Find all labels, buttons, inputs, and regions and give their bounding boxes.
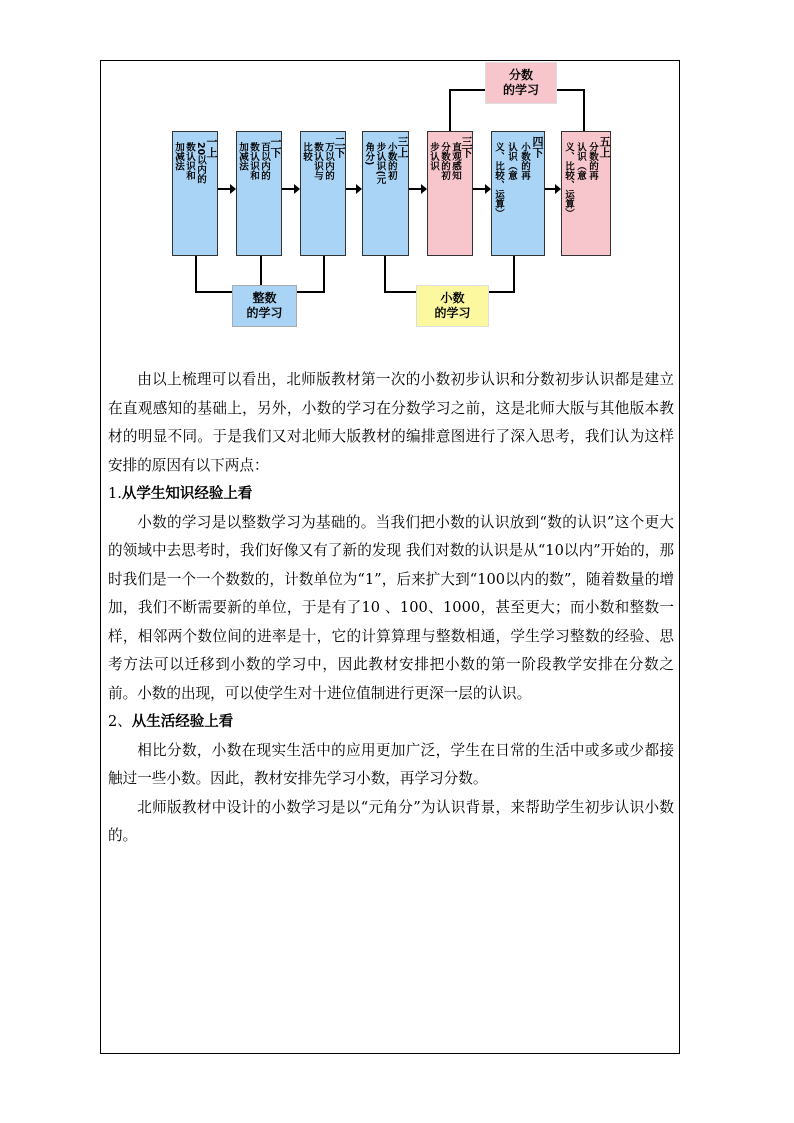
stage-box-7: [561, 131, 611, 256]
stage-1-line2: 数认识和: [184, 142, 195, 180]
body-text: [108, 366, 674, 851]
heading-2-number: 2、: [108, 714, 132, 730]
stage-box-2: [236, 131, 282, 256]
stage-3-line2: 数认识与: [312, 142, 323, 180]
stage-2-line3: 加减法: [237, 142, 248, 171]
stage-box-3: [300, 131, 346, 256]
heading-1-number: 1.: [108, 486, 122, 502]
heading-2: [108, 708, 674, 737]
stage-2-line1: 百以内的: [259, 142, 270, 180]
integer-group-label: 整数 的学习: [246, 291, 283, 320]
stage-box-1: [172, 131, 218, 256]
stage-6-line3: 义、比较、运算）: [493, 142, 504, 218]
stage-7-line2: 认识（意: [575, 142, 586, 180]
integer-group-box: [232, 285, 297, 327]
decimal-group-box: [416, 285, 489, 327]
heading-1: [108, 480, 674, 509]
stage-3-line1: 万以内的: [323, 142, 334, 180]
stage-6-grade: 四下: [531, 136, 544, 158]
stage-7-grade: 五上: [598, 136, 611, 158]
fraction-group-box: [485, 62, 557, 104]
stage-6-line1: 小数的再: [519, 142, 530, 180]
fraction-group-label: 分数 的学习: [502, 68, 539, 97]
stage-2-grade: 一下: [269, 136, 282, 158]
stage-box-6: [491, 131, 545, 256]
paragraph-2: 小数的学习是以整数学习为基础的。当我们把小数的认识放到“数的认识”这个更大的领域中去思考时，我们好像又有了新的发现 我们对数的认识是从“10以内”开始的，那时我们是一个一个数数的，计数单位为“1”，后来扩大到“100以内的数”，随着数量的增加，我们不断需要新的单位，于是有了10 、100、1000，甚至更大；而小数和整数一样，相邻两个数位间的进率是十，它的计算算理与整数相通，学生学习整数的经验、思考方法可以迁移到小数的学习中，因此教材安排把小数的第一阶段教学安排在分数之前。小数的出现，可以使学生对十进位值制进行更深一层的认识。: [108, 513, 674, 702]
stage-4-line2: 步认识(元: [374, 142, 386, 185]
stage-3-grade: 二下: [333, 136, 346, 158]
decimal-group-label: 小数 的学习: [434, 291, 471, 320]
paragraph-4: 北师版教材中设计的小数学习是以“元角分”为认识背景，来帮助学生初步认识小数的。: [108, 798, 674, 844]
stage-1-line3: 加减法: [173, 142, 184, 171]
stage-box-5: [427, 131, 473, 256]
stage-3-line3: 比较: [301, 142, 312, 161]
stage-5-line3: 步认识: [428, 142, 439, 171]
stage-5-grade: 三下: [460, 136, 473, 158]
stage-1-line1: 20以内的: [195, 142, 206, 184]
paragraph-1: 由以上梳理可以看出，北师版教材第一次的小数初步认识和分数初步认识都是建立在直观感知的基础上，另外，小数的学习在分数学习之前，这是北师大版与其他版本教材的明显不同。于是我们又对北师大版教材的编排意图进行了深入思考，我们认为这样安排的原因有以下两点：: [108, 371, 674, 474]
stage-7-line1: 分数的再: [587, 142, 598, 180]
stage-7-line3: 义、比较、运算）: [563, 142, 574, 218]
stage-4-line1: 小数的初: [385, 142, 397, 180]
stage-2-line2: 数认识和: [248, 142, 259, 180]
paragraph-3: 相比分数，小数在现实生活中的应用更加广泛，学生在日常的生活中或多或少都接触过一些小数。因此，教材安排先学习小数，再学习分数。: [108, 741, 674, 787]
stage-1-grade: 一上: [205, 136, 218, 158]
stage-box-4: [362, 131, 409, 256]
stage-4-line3: 角分): [363, 142, 375, 166]
heading-2-text: 从生活经验上看: [131, 714, 234, 730]
stage-6-line2: 认识（意: [506, 142, 517, 180]
stage-5-line1: 直观感知: [450, 142, 461, 180]
stage-4-grade: 三上: [396, 136, 409, 158]
heading-1-text: 从学生知识经验上看: [121, 486, 253, 502]
stage-5-line2: 分数的初: [439, 142, 450, 180]
